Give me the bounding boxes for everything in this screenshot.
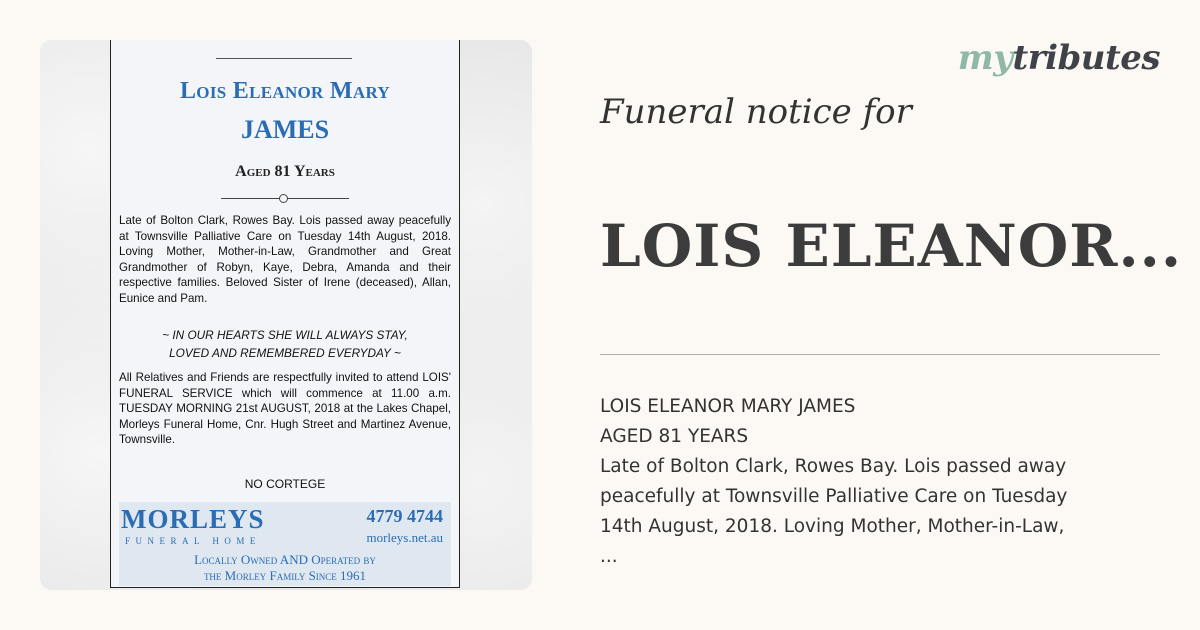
excerpt-line: AGED 81 YEARS [600,426,749,447]
funeral-home-subtitle: FUNERAL HOME [125,536,261,546]
notice-verse-line2: LOVED AND REMEMBERED EVERYDAY ~ [169,346,401,360]
funeral-home-advert [119,502,451,586]
notice-divider-ornament [279,194,288,203]
funeral-home-website: morleys.net.au [366,530,443,545]
notice-body-paragraph-1: Late of Bolton Clark, Rowes Bay. Lois passed away peacefully at Townsville Palliative Care on Tuesday 14th August, 2018. Loving Mother, Mother-in-Law, Grandmother and Great Grandmother of Robyn, Kaye, Debra, Amanda and their respective families. Beloved Sister of Irene (deceased), Allan, Eunice and Pam. [119,214,451,305]
notice-image-panel [40,40,532,590]
excerpt-ellipsis: ... [600,546,618,567]
excerpt-line: peacefully at Townsville Palliative Care on Tuesday [600,486,1068,507]
notice-verse [111,326,459,362]
title-separator [600,354,1160,355]
notice-name-line2: JAMES [240,115,330,144]
funeral-home-logo: MORLEYS [121,504,265,534]
tagline-line2: the Morley Family Since 1961 [203,568,367,583]
notice-verse-line1: ~ IN OUR HEARTS SHE WILL ALWAYS STAY, [162,328,408,342]
notice-body-paragraph-2: All Relatives and Friends are respectfully invited to attend LOIS' FUNERAL SERVICE which will commence at 11.00 a.m. TUESDAY MORNING 21st AUGUST, 2018 at the Lakes Chapel, Morleys Funeral Home, Cnr. Hugh Street and Martinez Avenue, Townsville. [119,371,451,447]
mytributes-logo [958,38,1160,78]
excerpt-line: Late of Bolton Clark, Rowes Bay. Lois passed away [600,456,1067,477]
funeral-notice-image [110,40,460,588]
funeral-home-phone: 4779 4744 [366,506,443,526]
eyebrow-text: Funeral notice for [600,92,912,132]
funeral-home-tagline [119,552,451,584]
brand-suffix: tributes [1012,38,1160,78]
notice-name-line1: Lois Eleanor Mary [179,78,391,104]
brand-prefix: my [957,38,1013,78]
notice-aged: Aged 81 Years [235,163,335,180]
notice-top-rule [216,58,352,59]
page-title: LOIS ELEANOR... [600,212,1183,280]
notice-cortege: NO CORTEGE [244,477,326,491]
excerpt-line: LOIS ELEANOR MARY JAMES [600,396,856,417]
excerpt-line: 14th August, 2018. Loving Mother, Mother-in-Law, [600,516,1065,537]
notice-excerpt [600,392,1140,572]
tagline-line1: Locally Owned AND Operated by [194,552,376,567]
